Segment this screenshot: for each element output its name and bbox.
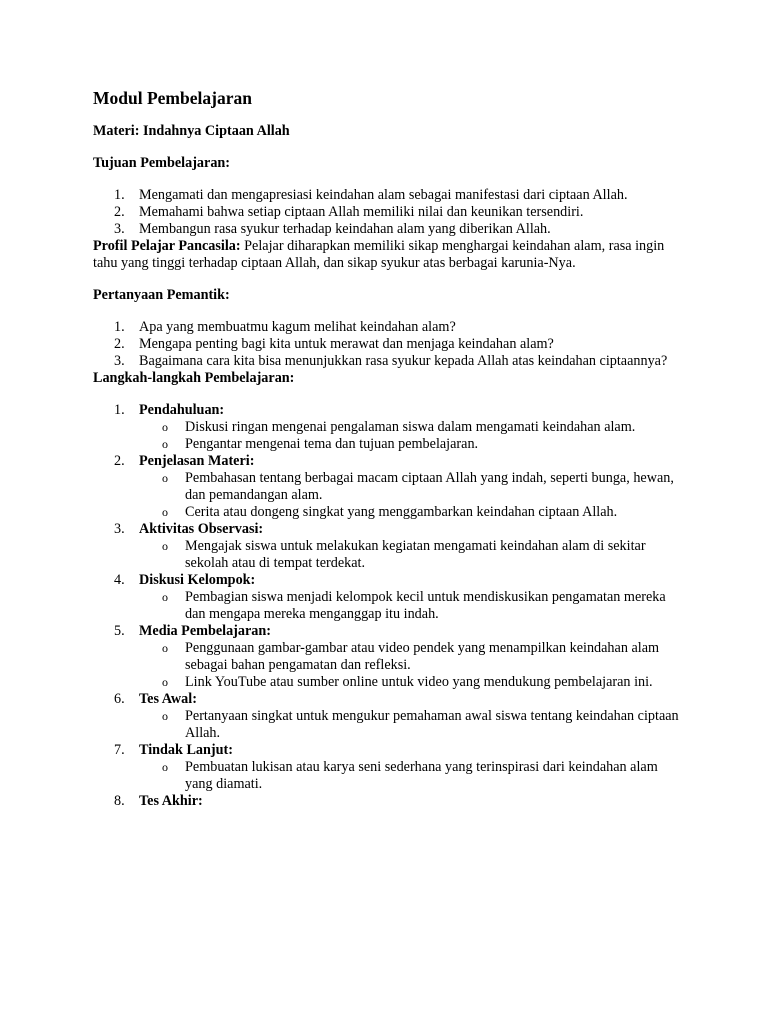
list-item: 1. Apa yang membuatmu kagum melihat keindahan alam?	[114, 319, 456, 335]
list-item: 3. Membangun rasa syukur terhadap keindahan alam yang diberikan Allah.	[114, 221, 551, 237]
sub-item: o Pembahasan tentang berbagai macam ciptaan Allah yang indah, seperti bunga, hewan, dan pemandangan alam.	[162, 470, 674, 503]
step-sublist	[139, 538, 683, 572]
step-item: 1. Pendahuluan: o Diskusi ringan mengenai pengalaman siswa dalam mengamati keindahan alam. o Pengantar mengenai tema dan tujuan pembelajaran.	[93, 402, 683, 453]
step-sublist	[139, 640, 683, 691]
step-item: 3. Aktivitas Observasi: o Mengajak siswa untuk melakukan kegiatan mengamati keindahan alam di sekitar sekolah atau di tempat terdekat.	[93, 521, 683, 572]
step-sublist	[139, 759, 683, 793]
sub-item: o Link YouTube atau sumber online untuk video yang mendukung pembelajaran ini.	[162, 674, 653, 690]
step-item: 2. Penjelasan Materi: o Pembahasan tentang berbagai macam ciptaan Allah yang indah, seperti bunga, hewan, dan pemandangan alam. o Cerita atau dongeng singkat yang menggambarkan keindahan ciptaan Allah.	[93, 453, 683, 521]
list-item: 2. Mengapa penting bagi kita untuk merawat dan menjaga keindahan alam?	[114, 336, 554, 352]
step-item: 4. Diskusi Kelompok: o Pembagian siswa menjadi kelompok kecil untuk mendiskusikan pengamatan mereka dan mengapa mereka menganggap itu indah.	[93, 572, 683, 623]
tujuan-heading: Tujuan Pembelajaran:	[93, 155, 231, 171]
materi-heading: Materi: Indahnya Ciptaan Allah	[93, 123, 290, 139]
step-sublist	[139, 419, 683, 453]
profil-label: Profil Pelajar Pancasila:	[93, 238, 241, 254]
sub-item: o Diskusi ringan mengenai pengalaman siswa dalam mengamati keindahan alam.	[162, 419, 636, 435]
step-sublist	[139, 589, 683, 623]
step-item: 6. Tes Awal: o Pertanyaan singkat untuk mengukur pemahaman awal siswa tentang keindahan ciptaan Allah.	[93, 691, 683, 742]
tujuan-list	[93, 187, 683, 238]
pemantik-list	[93, 319, 683, 370]
langkah-heading: Langkah-langkah Pembelajaran:	[93, 370, 295, 386]
sub-item: o Pembuatan lukisan atau karya seni sederhana yang terinspirasi dari keindahan alam yang diamati.	[162, 759, 658, 792]
langkah-list	[93, 402, 683, 810]
step-item: 5. Media Pembelajaran: o Penggunaan gambar-gambar atau video pendek yang menampilkan keindahan alam sebagai bahan pengamatan dan refleksi. o Link YouTube atau sumber online untuk video yang mendukung pembelajaran ini.	[93, 623, 683, 691]
profil-text: Pelajar diharapkan memiliki sikap menghargai keindahan alam, rasa ingin tahu yang tinggi terhadap ciptaan Allah, dan sikap syukur atas berbagai karunia-Nya.	[93, 238, 665, 271]
sub-item: o Pengantar mengenai tema dan tujuan pembelajaran.	[162, 436, 479, 452]
step-item: 8. Tes Akhir:	[114, 793, 203, 809]
profil-paragraph	[93, 238, 683, 272]
step-sublist	[139, 470, 683, 521]
step-sublist	[139, 708, 683, 742]
sub-item: o Mengajak siswa untuk melakukan kegiatan mengamati keindahan alam di sekitar sekolah atau di tempat terdekat.	[162, 538, 646, 571]
list-item: 3. Bagaimana cara kita bisa menunjukkan rasa syukur kepada Allah atas keindahan ciptaannya?	[114, 353, 668, 369]
step-item: 7. Tindak Lanjut: o Pembuatan lukisan atau karya seni sederhana yang terinspirasi dari keindahan alam yang diamati.	[93, 742, 683, 793]
sub-item: o Penggunaan gambar-gambar atau video pendek yang menampilkan keindahan alam sebagai bahan pengamatan dan refleksi.	[162, 640, 660, 673]
sub-item: o Cerita atau dongeng singkat yang menggambarkan keindahan ciptaan Allah.	[162, 504, 618, 520]
sub-item: o Pertanyaan singkat untuk mengukur pemahaman awal siswa tentang keindahan ciptaan Allah.	[162, 708, 679, 741]
document-title: Modul Pembelajaran	[93, 88, 252, 108]
sub-item: o Pembagian siswa menjadi kelompok kecil untuk mendiskusikan pengamatan mereka dan mengapa mereka menganggap itu indah.	[162, 589, 666, 622]
pemantik-heading: Pertanyaan Pemantik:	[93, 287, 230, 303]
list-item: 2. Memahami bahwa setiap ciptaan Allah memiliki nilai dan keunikan tersendiri.	[114, 204, 584, 220]
list-item: 1. Mengamati dan mengapresiasi keindahan alam sebagai manifestasi dari ciptaan Allah.	[114, 187, 628, 203]
document-content	[93, 88, 683, 810]
